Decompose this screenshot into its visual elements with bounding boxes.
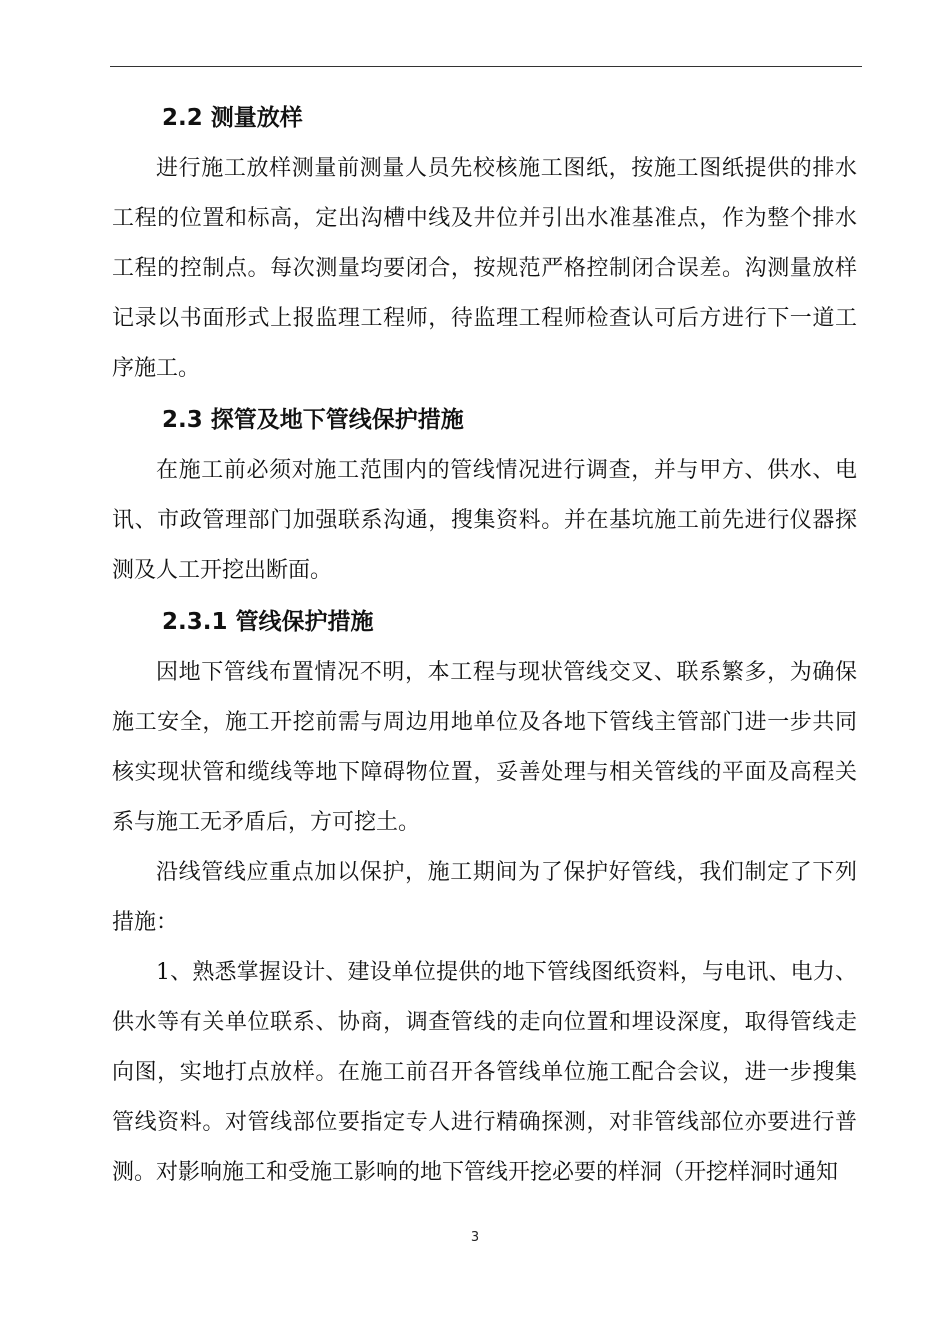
section-2-3	[112, 394, 857, 596]
header-rule	[110, 66, 862, 67]
paragraph: 进行施工放样测量前测量人员先校核施工图纸，按施工图纸提供的排水工程的位置和标高，定出沟槽中线及井位并引出水准基准点，作为整个排水工程的控制点。每次测量均要闭合，按规范严格控制闭合误差。沟测量放样记录以书面形式上报监理工程师，待监理工程师检查认可后方进行下一道工序施工。	[112, 156, 857, 381]
section-heading: 2.3 探管及地下管线保护措施	[162, 407, 464, 433]
section-heading: 2.2 测量放样	[162, 105, 303, 131]
paragraph: 因地下管线布置情况不明，本工程与现状管线交叉、联系繁多，为确保施工安全，施工开挖前需与周边用地单位及各地下管线主管部门进一步共同核实现状管和缆线等地下障碍物位置，妥善处理与相关管线的平面及高程关系与施工无矛盾后，方可挖土。	[112, 660, 857, 835]
section-2-3-1	[112, 596, 857, 1198]
document-body	[112, 92, 857, 1198]
paragraph: 1、熟悉掌握设计、建设单位提供的地下管线图纸资料，与电讯、电力、供水等有关单位联系、协商，调查管线的走向位置和埋设深度，取得管线走向图，实地打点放样。在施工前召开各管线单位施工配合会议，进一步搜集管线资料。对管线部位要指定专人进行精确探测，对非管线部位亦要进行普测。对影响施工和受施工影响的地下管线开挖必要的样洞（开挖样洞时通知	[112, 960, 857, 1185]
page-number: 3	[470, 1230, 480, 1245]
paragraph: 沿线管线应重点加以保护，施工期间为了保护好管线，我们制定了下列措施：	[112, 860, 857, 935]
section-heading: 2.3.1 管线保护措施	[162, 609, 374, 635]
section-2-2	[112, 92, 857, 394]
paragraph: 在施工前必须对施工范围内的管线情况进行调查，并与甲方、供水、电讯、市政管理部门加强联系沟通，搜集资料。并在基坑施工前先进行仪器探测及人工开挖出断面。	[112, 458, 857, 583]
